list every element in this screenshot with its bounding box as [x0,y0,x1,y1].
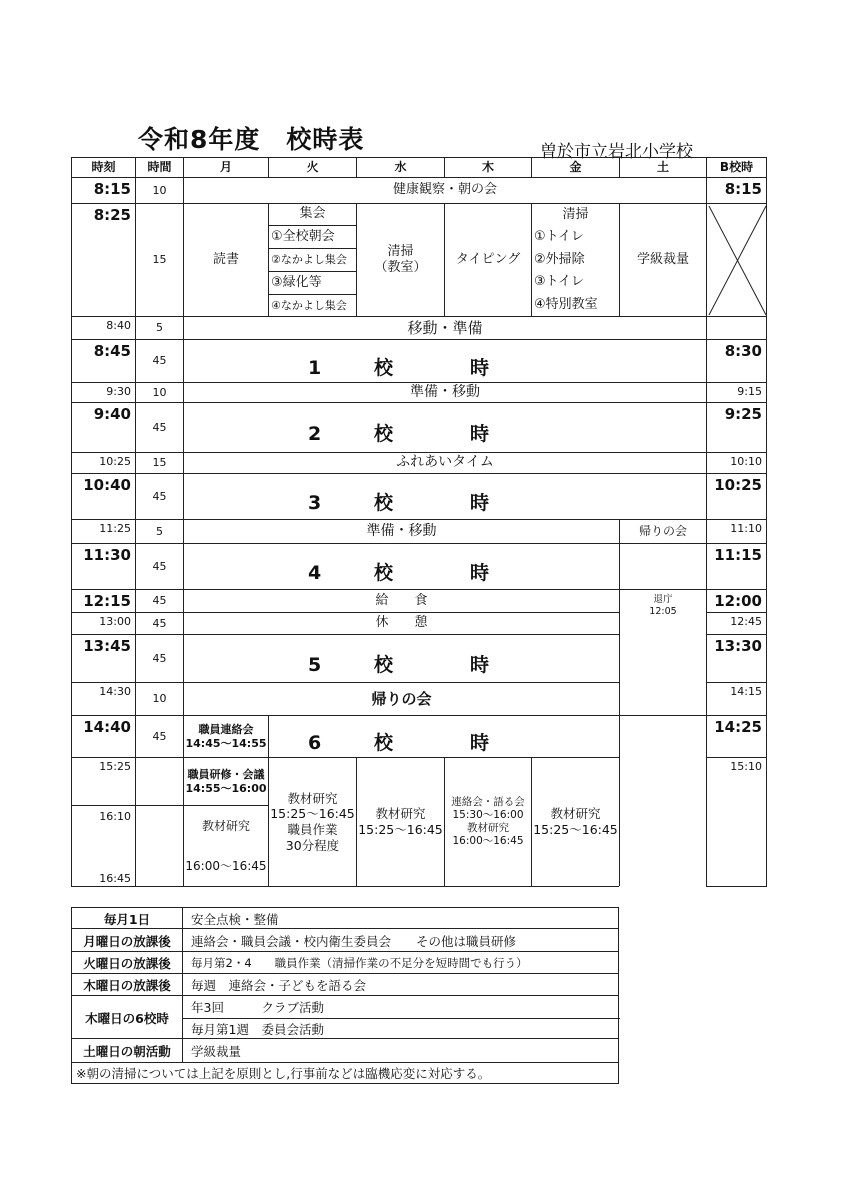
merged-row-text: 移動・準備 [183,316,706,339]
time-label: 8:45 [93,342,131,360]
duration-cell: 15 [135,203,183,316]
cleaning-item: ④特別教室 [534,296,598,312]
mon-reading: 読書 [183,203,268,316]
b-time-cell [706,382,767,402]
col-tue: 火 [268,157,356,177]
duration-cell: 5 [135,519,183,543]
duration-cell: 5 [135,316,183,339]
time-cell [71,203,135,316]
time-label: 10:25 [99,455,131,468]
col-sat: 土 [619,157,706,177]
duration-cell: 45 [135,402,183,452]
period-row [183,339,706,382]
duration-cell [135,757,183,886]
note-row [71,1038,619,1062]
duration-cell: 10 [135,382,183,402]
time-cell [71,682,135,715]
cross-mark-icon [707,204,767,316]
note-label: 月曜日の放課後 [83,933,171,949]
b-time-label: 9:25 [724,405,762,423]
cleaning-item: ③トイレ [534,274,585,290]
col-mon: 月 [183,157,268,177]
b-time-label: 15:10 [730,760,762,773]
time-cell [71,543,135,589]
b-time-cell [706,519,767,543]
note-value: 年3回 クラブ活動 [182,996,620,1018]
b-time-cell [706,473,767,519]
note-row [71,995,619,1038]
b-time-cell [706,612,767,634]
note-value: 毎月第1週 委員会活動 [182,1018,620,1040]
b-time-label: 14:15 [730,685,762,698]
time-label: 11:30 [83,546,131,564]
col-thu: 木 [444,157,531,177]
time-label: 16:10 [99,810,131,823]
note-label: 土曜日の朝活動 [83,1044,171,1059]
duration-cell: 10 [135,177,183,203]
duration-cell: 15 [135,452,183,473]
page-title: 令和8年度 校時表 [138,125,365,154]
time-cell [71,316,135,339]
period-number: 4 [308,562,322,584]
time-label: 15:25 [99,760,131,773]
merged-row-text: 健康観察・朝の会 [183,177,706,203]
col-b-period: B校時 [706,157,767,177]
sat-homeroom-end: 帰りの会 [619,519,706,543]
note-value: 毎週 連絡会・子どもを語る会 [182,974,620,996]
merged-row-text: 準備・移動 [183,519,619,543]
thu-typing: タイピング [444,203,531,316]
period-number: 5 [308,654,322,676]
note-value: 学級裁量 [182,1039,620,1063]
duration-cell: 45 [135,634,183,682]
note-row [71,928,619,951]
school-name: 曽於市立岩北小学校 [540,142,693,162]
cleaning-item: ②外掃除 [534,251,585,267]
note-row [71,973,619,995]
divider [71,805,183,806]
b-time-label: 10:25 [714,476,762,494]
period-label: 校 [374,423,394,445]
merged-row-text: 給 食 [183,589,619,612]
table-border [706,886,767,887]
note-label: 火曜日の放課後 [83,956,171,971]
period-label: 時 [470,562,490,584]
period-row [183,473,706,519]
period-label: 時 [470,732,490,754]
duration-cell: 45 [135,612,183,634]
sat-empty [619,543,706,589]
cleaning-item: ①トイレ [534,229,585,245]
materials-time: 16:00～16:45 [185,858,267,873]
period-label: 時 [470,423,490,445]
period-number: 2 [308,423,322,445]
time-cell [71,634,135,682]
note-label: 木曜日の6校時 [85,1010,169,1026]
sat-empty-bottom [619,715,706,757]
b-time-label: 14:25 [714,718,762,736]
b-time-cell [706,203,767,316]
materials-label: 教材研究 [201,818,250,833]
mon-staff-training: 職員研修・会議 14:55～16:00 [183,757,268,805]
time-label: 8:15 [93,180,131,198]
duration-cell: 45 [135,473,183,519]
note-value: 毎月第2・4 職員作業（清掃作業の不足分を短時間でも行う） [182,952,620,974]
b-time-cell [706,682,767,715]
assembly-item: ①全校朝会 [269,225,356,248]
time-cell [71,452,135,473]
period-number: 3 [308,492,322,514]
b-time-label: 12:00 [714,592,762,610]
period-row [183,543,619,589]
sat-leave-office: 退庁 12:05 [619,589,706,715]
time-cell [71,473,135,519]
period-label: 時 [470,356,490,379]
table-border [71,886,619,887]
period-row [268,715,619,757]
period-label: 校 [374,732,394,754]
b-time-cell [706,715,767,757]
time-label: 12:15 [83,592,131,610]
assembly-title: 集会 [299,206,326,221]
b-time-cell [706,177,767,203]
fri-materials: 教材研究 15:25～16:45 [531,757,619,886]
period-label: 時 [470,654,490,676]
note-label: 木曜日の放課後 [83,978,171,993]
period-label: 時 [470,492,490,514]
period-label: 校 [374,562,394,584]
period-label: 校 [374,654,394,676]
sat-class-discretion: 学級裁量 [619,203,706,316]
time-cell [71,589,135,612]
tue-materials-work: 教材研究 15:25～16:45 職員作業 30分程度 [268,757,356,886]
time-label: 10:40 [83,476,131,494]
assembly-item: ②なかよし集会 [269,248,356,271]
period-row [183,402,706,452]
duration-cell: 45 [135,589,183,612]
time-label: 14:40 [83,718,131,736]
assembly-item: ④なかよし集会 [269,294,356,316]
b-time-cell [706,452,767,473]
b-time-label: 8:15 [724,180,762,198]
time-label: 8:40 [106,319,131,332]
col-duration: 時間 [135,157,183,177]
b-time-cell [706,339,767,382]
merged-row-text: 帰りの会 [183,682,619,715]
b-time-label: 11:10 [730,522,762,535]
cleaning-title: 清掃 [562,206,589,222]
wed-materials: 教材研究 15:25～16:45 [356,757,444,886]
col-fri: 金 [531,157,619,177]
assembly-item: ③緑化等 [269,271,356,294]
wed-cleaning: 清掃 （教室） [356,203,444,316]
col-time: 時刻 [71,157,135,177]
mon-staff-meeting: 職員連絡会 14:45～14:55 [183,715,268,757]
time-label: 9:40 [93,405,131,423]
time-cell [71,715,135,757]
footnote: ※朝の清掃については上記を原則とし,行事前などは臨機応変に対応する。 [71,1062,619,1084]
time-cell [71,519,135,543]
b-time-label: 13:30 [714,637,762,655]
time-cell [71,177,135,203]
time-label: 9:30 [106,385,131,398]
time-cell [71,402,135,452]
merged-row-text: 休 憩 [183,612,619,634]
period-number: 6 [308,732,322,754]
b-time-label: 10:10 [730,455,762,468]
time-cell [71,612,135,634]
time-cell [71,757,135,886]
b-time-cell [706,589,767,612]
schedule-table [71,157,767,886]
fri-cleaning [531,203,619,316]
merged-row-text: ふれあいタイム [183,452,706,473]
time-label: 11:25 [99,522,131,535]
period-label: 校 [374,492,394,514]
period-label: 校 [374,356,394,379]
tue-assembly [268,203,356,316]
duration-cell: 10 [135,682,183,715]
table-border [619,543,620,886]
note-row [71,907,619,928]
period-row [183,634,619,682]
note-label: 毎月1日 [103,911,151,927]
duration-cell: 45 [135,715,183,757]
b-time-label: 12:45 [730,615,762,628]
note-value: 連絡会・職員会議・校内衛生委員会 その他は職員研修 [182,929,620,952]
duration-cell: 45 [135,543,183,589]
b-time-label: 11:15 [714,546,762,564]
b-time-cell [706,634,767,682]
b-time-cell [706,757,767,886]
merged-row-text: 準備・移動 [183,382,706,402]
table-border [706,519,707,520]
mon-materials-study [183,805,268,886]
col-wed: 水 [356,157,444,177]
note-row [71,951,619,973]
time-label: 13:45 [83,637,131,655]
time-cell [71,339,135,382]
duration-cell: 45 [135,339,183,382]
time-label: 13:00 [99,615,131,628]
time-label: 16:45 [99,872,131,885]
b-time-label: 8:30 [724,342,762,360]
time-cell [71,382,135,402]
note-value: 安全点検・整備 [182,908,620,929]
b-time-cell [706,316,767,339]
time-label: 14:30 [99,685,131,698]
period-number: 1 [308,356,322,379]
b-time-cell [706,402,767,452]
b-time-cell [706,543,767,589]
thu-liaison-meeting: 連絡会・語る会 15:30～16:00 教材研究 16:00～16:45 [444,757,531,886]
b-time-label: 9:15 [737,385,762,398]
time-label: 8:25 [93,206,131,224]
